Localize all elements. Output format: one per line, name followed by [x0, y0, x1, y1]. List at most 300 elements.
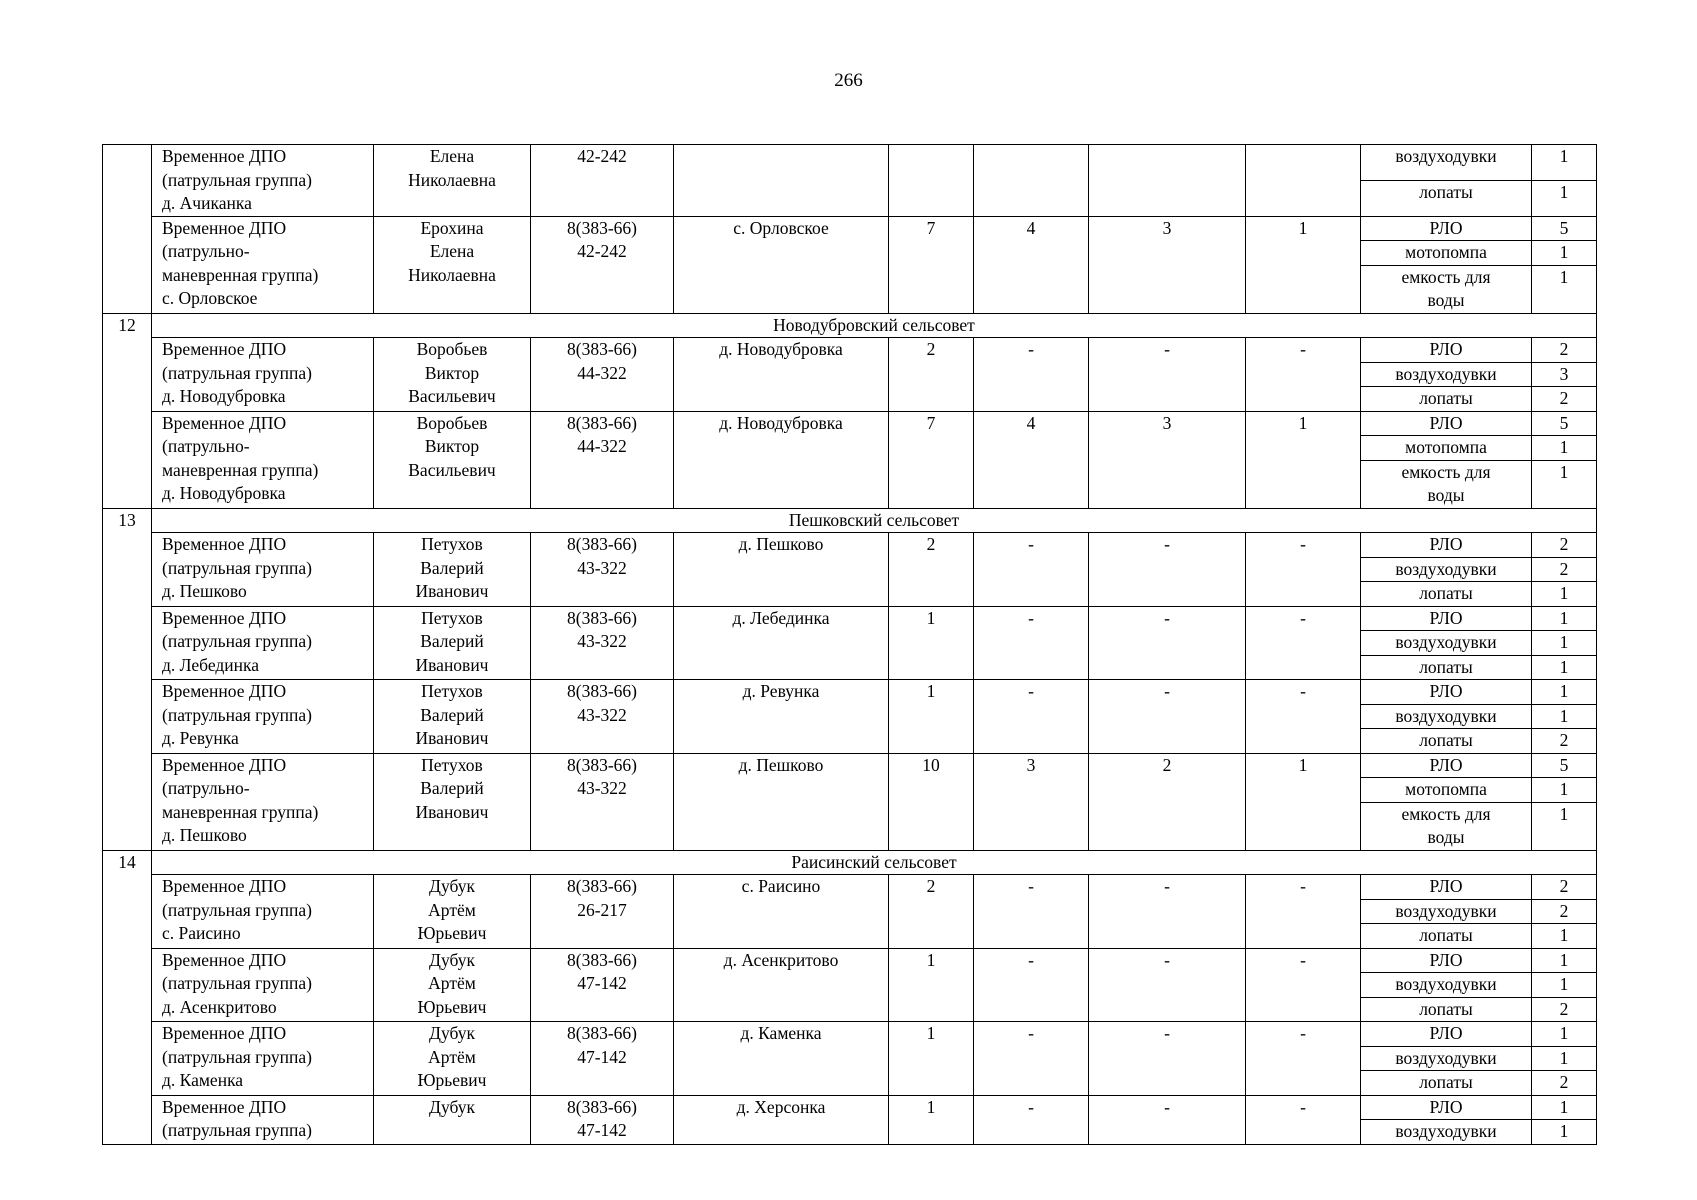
equipment-qty: 1	[1532, 1022, 1597, 1047]
unit-name-line: (патрульная группа)	[162, 631, 312, 651]
person-name-line: Артём	[428, 1046, 476, 1067]
phone-line: 8(383-66)	[567, 681, 637, 701]
unit-name-line: (патрульно-	[162, 778, 250, 798]
section-title: Пешковский сельсовет	[152, 508, 1597, 533]
equipment-item-line: лопаты	[1419, 1072, 1473, 1092]
phone	[531, 145, 674, 217]
equipment-item-line: емкость для	[1401, 803, 1491, 824]
count-c4: -	[1246, 875, 1361, 949]
equipment-qty: 2	[1532, 875, 1597, 900]
count-c3: 3	[1089, 411, 1246, 508]
equipment-item-line: РЛО	[1429, 949, 1463, 970]
equipment-item-line: РЛО	[1429, 754, 1463, 775]
person-name-line: Петухов	[421, 607, 483, 628]
phone-line: 47-142	[577, 1046, 627, 1067]
unit-name-line: Временное ДПО	[162, 534, 287, 554]
count-c3: -	[1089, 680, 1246, 754]
location: д. Лебединка	[674, 606, 889, 680]
unit-name-line: (патрульная группа)	[162, 973, 312, 993]
count-c4: -	[1246, 338, 1361, 412]
phone-line: 47-142	[577, 1120, 627, 1140]
unit-name-line: Временное ДПО	[162, 1096, 287, 1117]
unit-name-line: д. Новодубровка	[162, 386, 286, 406]
equipment-qty: 2	[1532, 729, 1597, 754]
person-name-line: Васильевич	[408, 386, 496, 406]
equipment-qty: 2	[1532, 533, 1597, 558]
count-c3: -	[1089, 1022, 1246, 1096]
phone-line: 8(383-66)	[567, 607, 637, 628]
person-name-line: Юрьевич	[417, 923, 487, 943]
unit-name	[152, 948, 374, 1022]
phone-line: 43-322	[577, 704, 627, 725]
equipment-item-line: воздуходувки	[1395, 558, 1497, 579]
location: д. Пешково	[674, 753, 889, 850]
equipment-item-line: РЛО	[1429, 412, 1463, 433]
unit-name-line: (патрульно-	[162, 241, 250, 261]
equipment-item-line: мотопомпа	[1405, 242, 1487, 262]
person-name-line: Валерий	[420, 778, 484, 798]
equipment-item-line: РЛО	[1429, 876, 1463, 896]
equipment-item-line: лопаты	[1419, 388, 1473, 408]
equipment-item	[1361, 973, 1532, 998]
person-name	[374, 533, 531, 607]
equipment-item	[1361, 631, 1532, 656]
phone	[531, 875, 674, 949]
count-c3: -	[1089, 606, 1246, 680]
unit-name-line: д. Ревунка	[162, 728, 239, 748]
equipment-qty: 1	[1532, 1095, 1597, 1120]
location: д. Каменка	[674, 1022, 889, 1096]
table-row	[103, 338, 1597, 363]
location: д. Ревунка	[674, 680, 889, 754]
equipment-item	[1361, 1022, 1532, 1047]
table-row	[103, 216, 1597, 241]
equipment-item	[1361, 1120, 1532, 1145]
equipment-item-line: РЛО	[1429, 534, 1463, 554]
person-name-line: Иванович	[415, 654, 489, 675]
count-c4: -	[1246, 1022, 1361, 1096]
section-title: Раисинский сельсовет	[152, 850, 1597, 875]
unit-name-line: Временное ДПО	[162, 217, 287, 238]
count-c2: -	[974, 875, 1089, 949]
unit-name-line: (патрульная группа)	[162, 704, 312, 725]
phone-line: 44-322	[577, 436, 627, 456]
phone-line: 47-142	[577, 973, 627, 993]
table-row	[103, 753, 1597, 778]
count-c1: 1	[889, 606, 974, 680]
equipment-item	[1361, 411, 1532, 436]
person-name-line: Николаевна	[408, 264, 496, 285]
count-c3: -	[1089, 338, 1246, 412]
location: д. Новодубровка	[674, 338, 889, 412]
unit-name-line: (патрульная группа)	[162, 557, 312, 578]
table-row	[103, 680, 1597, 705]
count-c4: 1	[1246, 216, 1361, 313]
person-name	[374, 338, 531, 412]
person-name-line: Елена	[429, 146, 475, 166]
equipment-item	[1361, 729, 1532, 754]
person-name	[374, 216, 531, 313]
location: д. Пешково	[674, 533, 889, 607]
count-c1: 1	[889, 680, 974, 754]
equipment-item-line: РЛО	[1429, 1023, 1463, 1043]
equipment-item-line: воздуходувки	[1395, 1121, 1497, 1141]
count-c2: -	[974, 533, 1089, 607]
phone	[531, 606, 674, 680]
equipment-item	[1361, 875, 1532, 900]
person-name-line: Виктор	[424, 362, 480, 383]
unit-name-line: маневренная группа)	[162, 801, 319, 822]
person-name-line: Иванович	[415, 581, 489, 601]
equipment-qty: 1	[1532, 924, 1597, 949]
phone-line: 26-217	[577, 899, 627, 920]
equipment-item	[1361, 997, 1532, 1022]
person-name	[374, 145, 531, 217]
phone	[531, 948, 674, 1022]
person-name-line: Дубук	[429, 1023, 475, 1043]
equipment-qty: 1	[1532, 655, 1597, 680]
phone	[531, 411, 674, 508]
person-name	[374, 1022, 531, 1096]
equipment-item-line: РЛО	[1429, 681, 1463, 701]
phone-line: 8(383-66)	[567, 949, 637, 970]
equipment-item-line: воздуходувки	[1395, 705, 1497, 726]
equipment-qty: 1	[1532, 265, 1597, 313]
unit-name-line: Временное ДПО	[162, 1023, 287, 1043]
equipment-qty: 1	[1532, 436, 1597, 461]
equipment-item	[1361, 582, 1532, 607]
phone-line: 42-242	[577, 146, 627, 166]
count-c4: 1	[1246, 753, 1361, 850]
unit-name-line: (патрульно-	[162, 436, 250, 456]
table-row	[103, 948, 1597, 973]
count-c2: -	[974, 338, 1089, 412]
equipment-item-line: емкость для	[1401, 461, 1491, 482]
equipment-item	[1361, 387, 1532, 412]
section-title: Новодубровский сельсовет	[152, 313, 1597, 338]
equipment-qty: 1	[1532, 704, 1597, 729]
equipment-item	[1361, 802, 1532, 850]
count-c2: -	[974, 948, 1089, 1022]
phone-line: 44-322	[577, 362, 627, 383]
count-c1: 1	[889, 948, 974, 1022]
person-name-line: Дубук	[429, 876, 475, 896]
unit-name-line: Временное ДПО	[162, 681, 287, 701]
unit-name-line: маневренная группа)	[162, 264, 319, 285]
equipment-item-line: воды	[1427, 290, 1465, 310]
count-c4	[1246, 145, 1361, 217]
equipment-item	[1361, 680, 1532, 705]
unit-name-line: Временное ДПО	[162, 146, 287, 166]
count-c3: 2	[1089, 753, 1246, 850]
phone-line: 8(383-66)	[567, 754, 637, 775]
equipment-qty: 1	[1532, 582, 1597, 607]
table-row	[103, 875, 1597, 900]
equipment-item-line: воздуходувки	[1395, 363, 1497, 384]
equipment-item	[1361, 145, 1532, 181]
equipment-item	[1361, 704, 1532, 729]
count-c1: 2	[889, 338, 974, 412]
count-c4: -	[1246, 948, 1361, 1022]
unit-name-line: Временное ДПО	[162, 339, 287, 359]
phone	[531, 680, 674, 754]
unit-name-line: д. Лебединка	[162, 654, 260, 675]
unit-name	[152, 533, 374, 607]
equipment-item-line: РЛО	[1429, 217, 1463, 238]
unit-name-line: Временное ДПО	[162, 949, 287, 970]
equipment-item	[1361, 1046, 1532, 1071]
count-c3	[1089, 145, 1246, 217]
equipment-qty: 1	[1532, 948, 1597, 973]
unit-name-line: (патрульная группа)	[162, 1120, 312, 1140]
equipment-item-line: РЛО	[1429, 607, 1463, 628]
equipment-item	[1361, 1095, 1532, 1120]
count-c2: -	[974, 680, 1089, 754]
phone	[531, 753, 674, 850]
phone	[531, 1022, 674, 1096]
phone	[531, 338, 674, 412]
phone-line: 8(383-66)	[567, 876, 637, 896]
person-name-line: Валерий	[420, 704, 484, 725]
count-c1: 7	[889, 216, 974, 313]
table-row	[103, 1095, 1597, 1120]
count-c1	[889, 145, 974, 217]
equipment-item-line: лопаты	[1419, 730, 1473, 750]
equipment-item-line: воздуходувки	[1395, 632, 1497, 652]
location: д. Асенкритово	[674, 948, 889, 1022]
equipment-qty: 1	[1532, 802, 1597, 850]
person-name	[374, 680, 531, 754]
unit-name-line: д. Новодубровка	[162, 483, 286, 503]
person-name	[374, 875, 531, 949]
unit-name-line: Временное ДПО	[162, 876, 287, 896]
equipment-item	[1361, 753, 1532, 778]
phone-line: 43-322	[577, 631, 627, 651]
unit-name	[152, 1095, 374, 1144]
count-c4: -	[1246, 606, 1361, 680]
person-name-line: Юрьевич	[417, 1070, 487, 1090]
equipment-item	[1361, 606, 1532, 631]
unit-name	[152, 1022, 374, 1096]
person-name-line: Артём	[428, 973, 476, 993]
unit-name-line: Временное ДПО	[162, 607, 287, 628]
phone-line: 8(383-66)	[567, 1023, 637, 1043]
equipment-item-line: лопаты	[1419, 181, 1473, 202]
phone-line: 43-322	[577, 557, 627, 578]
equipment-item-line: РЛО	[1429, 339, 1463, 359]
section-header-row	[103, 313, 1597, 338]
person-name-line: Воробьев	[416, 339, 488, 359]
phone-line: 8(383-66)	[567, 534, 637, 554]
count-c2: 4	[974, 411, 1089, 508]
person-name-line: Николаевна	[408, 169, 496, 190]
unit-name	[152, 216, 374, 313]
equipment-item	[1361, 265, 1532, 313]
equipment-qty: 2	[1532, 899, 1597, 924]
count-c2	[974, 145, 1089, 217]
section-number: 14	[103, 850, 152, 1144]
equipment-item-line: лопаты	[1419, 656, 1473, 677]
person-name	[374, 753, 531, 850]
person-name-line: Иванович	[415, 728, 489, 748]
person-name-line: Елена	[429, 241, 475, 261]
location: д. Херсонка	[674, 1095, 889, 1144]
person-name-line: Ерохина	[420, 217, 484, 238]
equipment-item-line: воздуходувки	[1395, 1047, 1497, 1068]
person-name-line: Валерий	[420, 557, 484, 578]
equipment-qty: 1	[1532, 1046, 1597, 1071]
phone	[531, 533, 674, 607]
equipment-item-line: лопаты	[1419, 583, 1473, 603]
fire-units-table	[102, 144, 1597, 1145]
equipment-qty: 5	[1532, 216, 1597, 241]
unit-name-line: Временное ДПО	[162, 412, 287, 433]
equipment-item	[1361, 460, 1532, 508]
phone-line: 8(383-66)	[567, 1096, 637, 1117]
count-c4: -	[1246, 1095, 1361, 1144]
equipment-item-line: мотопомпа	[1405, 437, 1487, 457]
equipment-qty: 1	[1532, 241, 1597, 266]
section-number: 12	[103, 313, 152, 508]
equipment-item-line: мотопомпа	[1405, 779, 1487, 799]
location: д. Новодубровка	[674, 411, 889, 508]
count-c1: 7	[889, 411, 974, 508]
phone	[531, 1095, 674, 1144]
equipment-qty: 1	[1532, 631, 1597, 656]
table-row	[103, 606, 1597, 631]
unit-name-line: (патрульная группа)	[162, 1046, 312, 1067]
phone-line: 8(383-66)	[567, 412, 637, 433]
equipment-item	[1361, 924, 1532, 949]
unit-name-line: маневренная группа)	[162, 459, 319, 480]
table-body	[103, 145, 1597, 1145]
equipment-item	[1361, 533, 1532, 558]
equipment-item-line: воздуходувки	[1395, 974, 1497, 994]
equipment-qty: 1	[1532, 460, 1597, 508]
unit-name	[152, 875, 374, 949]
equipment-item	[1361, 948, 1532, 973]
equipment-qty: 5	[1532, 411, 1597, 436]
unit-name-line: с. Раисино	[162, 923, 241, 943]
unit-name-line: д. Пешково	[162, 581, 247, 601]
person-name-line: Дубук	[429, 1096, 475, 1117]
equipment-item	[1361, 655, 1532, 680]
equipment-qty: 2	[1532, 997, 1597, 1022]
equipment-item-line: воздуходувки	[1395, 146, 1497, 166]
equipment-qty: 2	[1532, 1071, 1597, 1096]
unit-name-line: (патрульная группа)	[162, 899, 312, 920]
phone-line: 8(383-66)	[567, 217, 637, 238]
count-c2: -	[974, 606, 1089, 680]
unit-name	[152, 680, 374, 754]
equipment-item	[1361, 436, 1532, 461]
phone-line: 42-242	[577, 241, 627, 261]
equipment-qty: 3	[1532, 362, 1597, 387]
unit-name-line: Временное ДПО	[162, 754, 287, 775]
equipment-item-line: РЛО	[1429, 1096, 1463, 1117]
equipment-item	[1361, 180, 1532, 216]
person-name	[374, 948, 531, 1022]
section-header-row	[103, 508, 1597, 533]
table-row	[103, 533, 1597, 558]
person-name-line: Артём	[428, 899, 476, 920]
unit-name-line: д. Асенкритово	[162, 996, 277, 1017]
count-c1: 2	[889, 533, 974, 607]
equipment-qty: 2	[1532, 557, 1597, 582]
equipment-item-line: воздуходувки	[1395, 900, 1497, 921]
table-row	[103, 1022, 1597, 1047]
count-c1: 1	[889, 1095, 974, 1144]
table-row	[103, 145, 1597, 181]
count-c1: 2	[889, 875, 974, 949]
person-name-line: Виктор	[424, 436, 480, 456]
phone-line: 43-322	[577, 778, 627, 798]
count-c4: -	[1246, 680, 1361, 754]
equipment-qty: 1	[1532, 778, 1597, 803]
equipment-qty: 1	[1532, 145, 1597, 181]
equipment-item-line: воды	[1427, 485, 1465, 505]
count-c3: -	[1089, 1095, 1246, 1144]
equipment-item	[1361, 241, 1532, 266]
person-name-line: Иванович	[415, 801, 489, 822]
count-c1: 10	[889, 753, 974, 850]
person-name	[374, 411, 531, 508]
equipment-qty: 2	[1532, 338, 1597, 363]
section-number	[103, 145, 152, 314]
unit-name	[152, 145, 374, 217]
count-c1: 1	[889, 1022, 974, 1096]
equipment-qty: 1	[1532, 973, 1597, 998]
unit-name-line: д. Ачиканка	[162, 193, 252, 213]
unit-name-line: д. Каменка	[162, 1070, 244, 1090]
count-c2: 4	[974, 216, 1089, 313]
equipment-item-line: лопаты	[1419, 998, 1473, 1019]
location: с. Орловское	[674, 216, 889, 313]
count-c4: -	[1246, 533, 1361, 607]
equipment-item-line: лопаты	[1419, 925, 1473, 945]
equipment-item	[1361, 778, 1532, 803]
equipment-item	[1361, 1071, 1532, 1096]
count-c3: -	[1089, 533, 1246, 607]
section-number: 13	[103, 508, 152, 850]
person-name-line: Воробьев	[416, 412, 488, 433]
phone	[531, 216, 674, 313]
equipment-qty: 1	[1532, 1120, 1597, 1145]
person-name-line: Петухов	[421, 534, 483, 554]
person-name	[374, 606, 531, 680]
equipment-item	[1361, 899, 1532, 924]
location	[674, 145, 889, 217]
unit-name-line: (патрульная группа)	[162, 169, 312, 190]
unit-name-line: (патрульная группа)	[162, 362, 312, 383]
person-name-line: Юрьевич	[417, 996, 487, 1017]
equipment-item	[1361, 216, 1532, 241]
unit-name	[152, 753, 374, 850]
page-number: 266	[834, 70, 863, 91]
person-name-line: Васильевич	[408, 459, 496, 480]
equipment-qty: 2	[1532, 387, 1597, 412]
equipment-qty: 1	[1532, 180, 1597, 216]
phone-line: 8(383-66)	[567, 339, 637, 359]
equipment-item	[1361, 557, 1532, 582]
count-c3: -	[1089, 948, 1246, 1022]
count-c2: 3	[974, 753, 1089, 850]
person-name-line: Петухов	[421, 681, 483, 701]
count-c3: 3	[1089, 216, 1246, 313]
table-row	[103, 411, 1597, 436]
unit-name	[152, 606, 374, 680]
count-c2: -	[974, 1022, 1089, 1096]
